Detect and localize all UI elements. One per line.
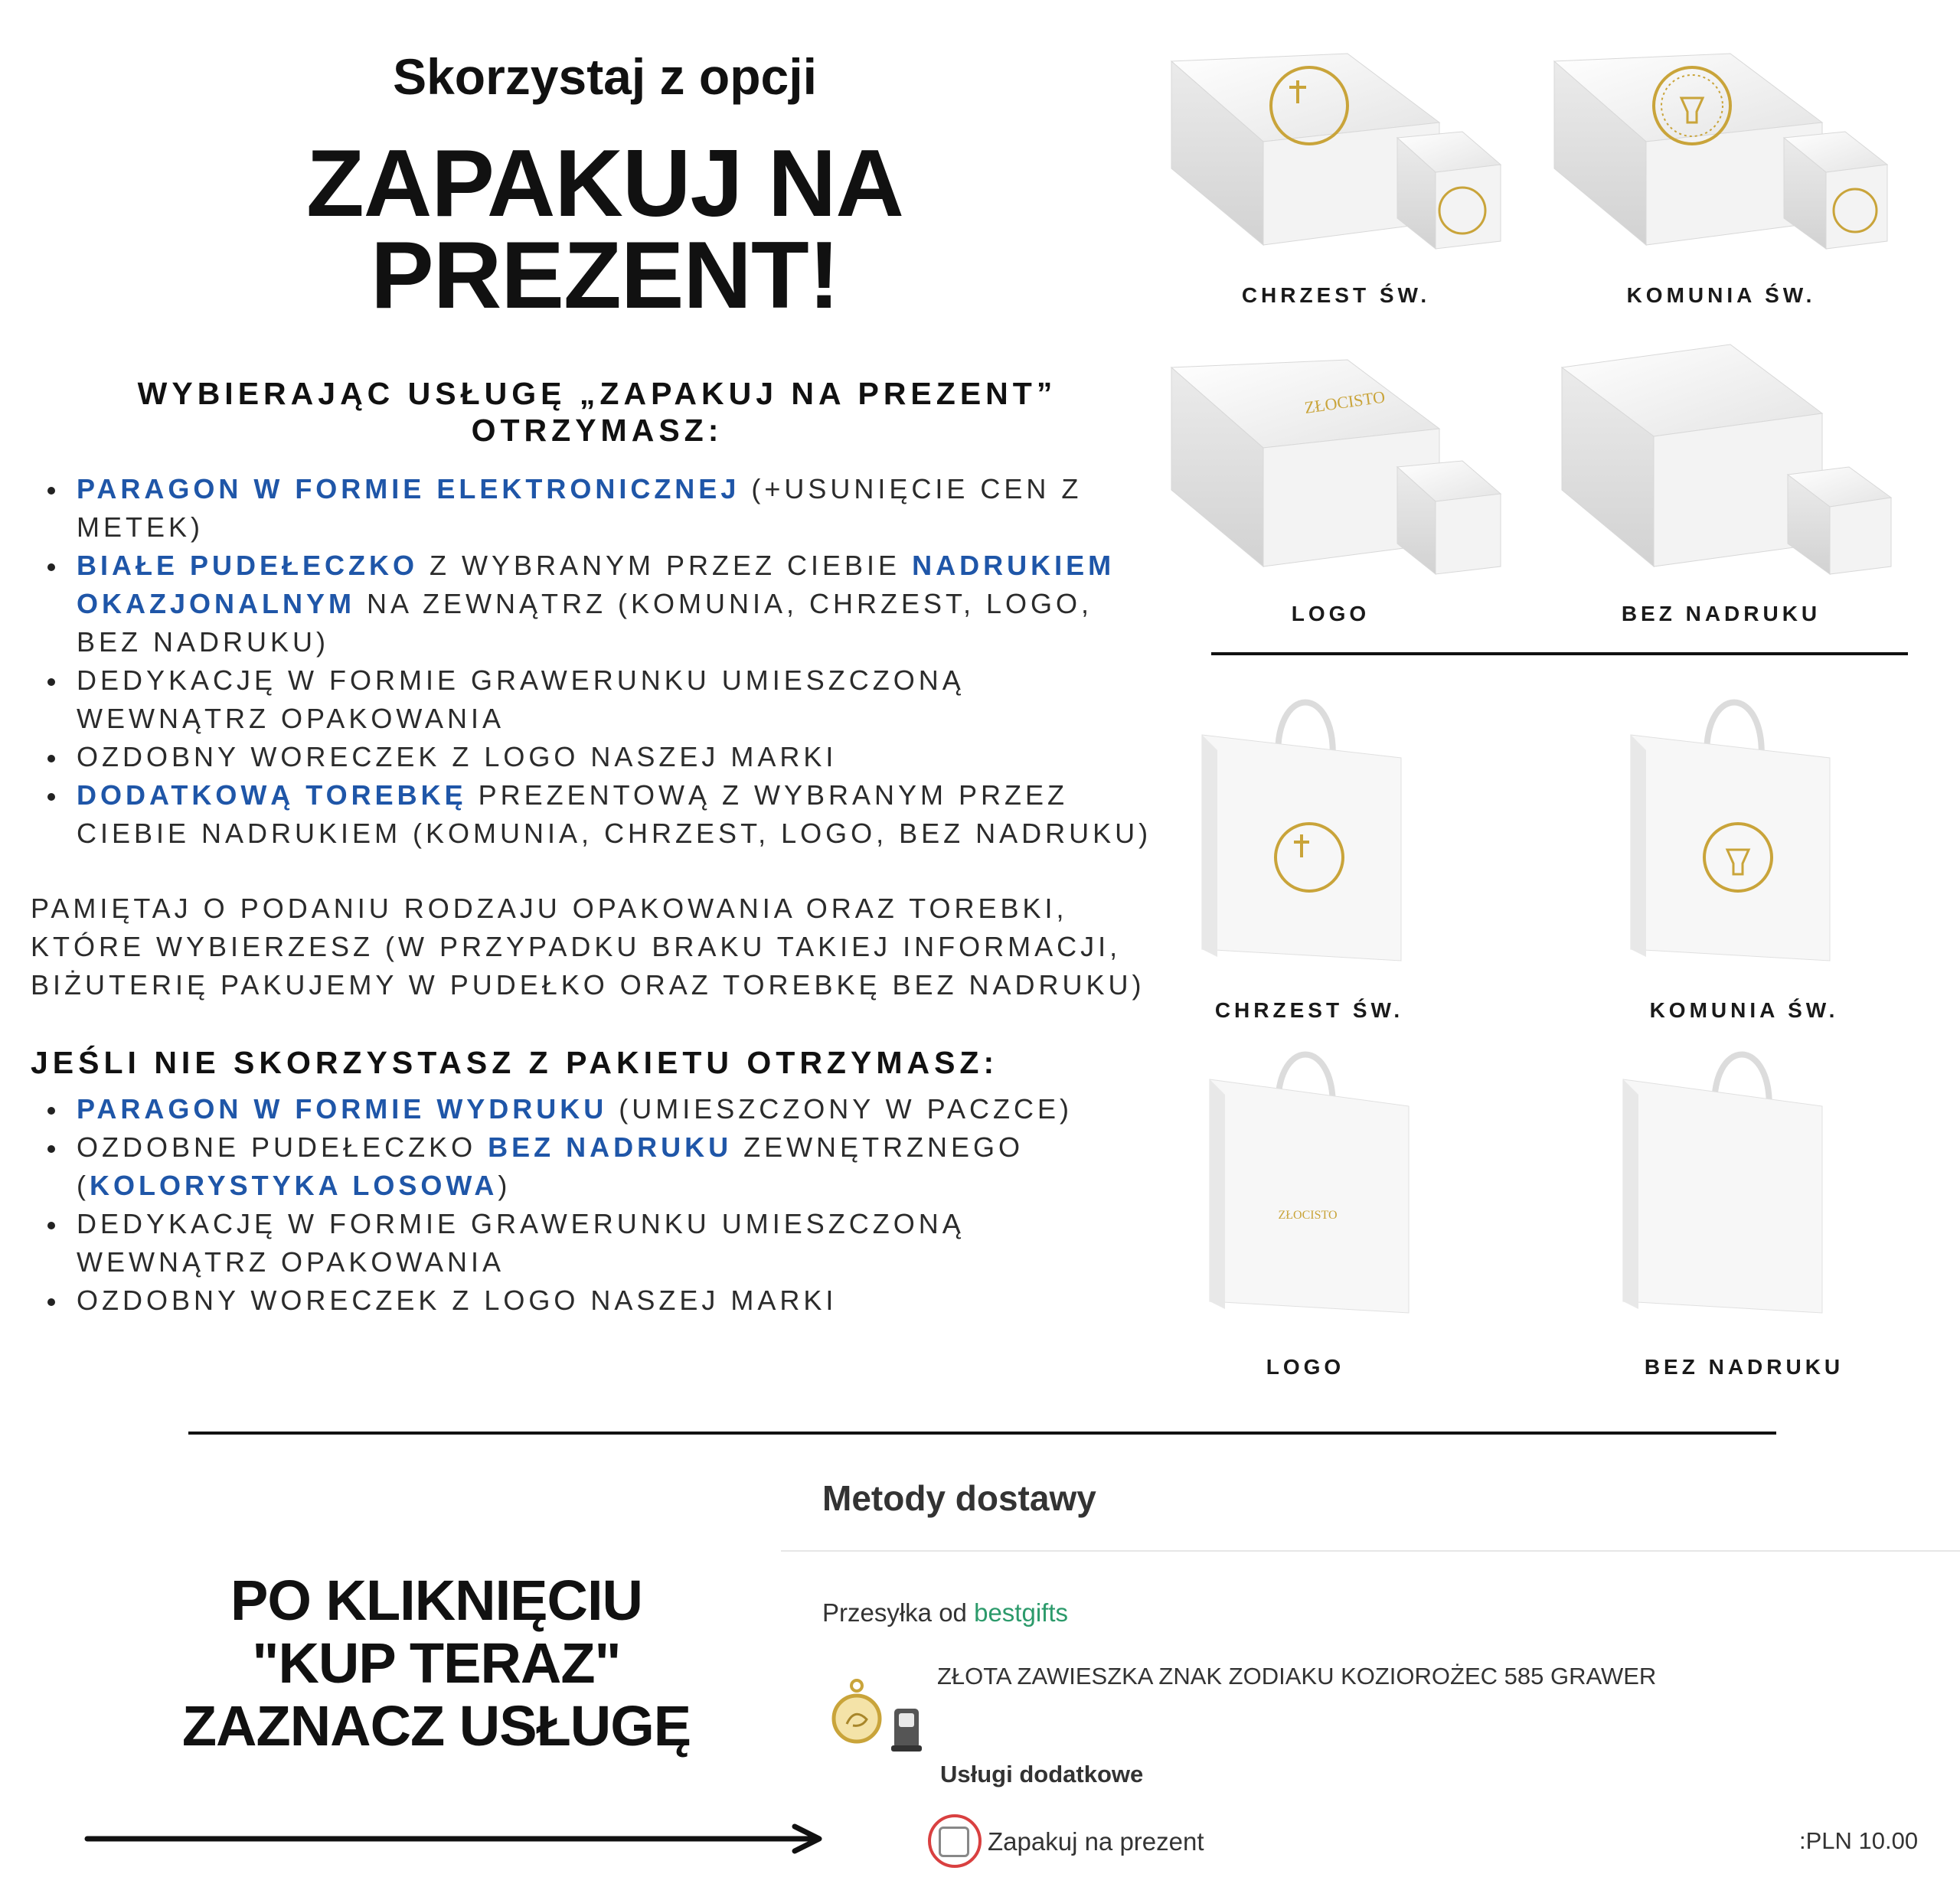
seller-link[interactable]: bestgifts [974, 1598, 1068, 1627]
instruction-title [153, 1569, 720, 1758]
gift-boxes-gallery [1164, 38, 1960, 620]
product-name: ZŁOTA ZAWIESZKA ZNAK ZODIAKU KOZIOROŻEC 585 GRAWER [937, 1663, 1657, 1689]
list-item: DEDYKACJĘ W FORMIE GRAWERUNKU UMIESZCZONĄ WEWNĄTRZ OPAKOWANIA [31, 661, 1164, 738]
box-caption-logo: LOGO [1291, 602, 1370, 625]
promo-title-line2: PREZENT! [371, 223, 839, 328]
list-item: OZDOBNY WORECZEK Z LOGO NASZEJ MARKI [31, 738, 1164, 776]
box-logo-wordmark: ZŁOCISTO [1303, 387, 1387, 417]
promo-subtitle: Skorzystaj z opcji [393, 48, 817, 105]
instruction-line3: ZAZNACZ USŁUGĘ [181, 1694, 691, 1758]
delivery-methods-title: Metody dostawy [822, 1478, 1096, 1518]
bag-caption-chrzest: CHRZEST ŚW. [1214, 998, 1404, 1022]
instruction-line1: PO KLIKNIĘCIU [230, 1569, 642, 1632]
without-service-list [31, 1090, 1164, 1320]
shipment-from: Przesyłka od bestgifts [822, 1598, 1068, 1627]
bag-logo [1210, 1055, 1409, 1314]
box-plain [1562, 344, 1891, 574]
arrow-right-icon [84, 1823, 835, 1854]
box-caption-chrzest: CHRZEST ŚW. [1241, 283, 1431, 307]
box-komunia [1554, 54, 1887, 249]
list-item: PARAGON W FORMIE ELEKTRONICZNEJ (+USUNIĘCIE CEN Z METEK) [31, 470, 1164, 547]
list-item: DODATKOWĄ TOREBKĘ PREZENTOWĄ Z WYBRANYM PRZEZ CIEBIE NADRUKIEM (KOMUNIA, CHRZEST, LOGO, BEZ NADRUKU) [31, 776, 1164, 853]
bag-logo-wordmark: ZŁOCISTO [1278, 1209, 1338, 1222]
box-caption-komunia: KOMUNIA ŚW. [1626, 283, 1816, 307]
with-service-heading [46, 375, 1148, 449]
with-service-heading-line1: WYBIERAJĄC USŁUGĘ „ZAPAKUJ NA PREZENT” [137, 376, 1057, 411]
bag-plain [1623, 1055, 1822, 1314]
box-logo [1171, 360, 1501, 574]
gallery-divider [1211, 652, 1908, 655]
box-caption-plain: BEZ NADRUKU [1621, 602, 1821, 625]
remember-note: PAMIĘTAJ O PODANIU RODZAJU OPAKOWANIA ORAZ TOREBKI, KTÓRE WYBIERZESZ (W PRZYPADKU BRAKU TAKIEJ INFORMACJI, BIŻUTERIĘ PAKUJEMY W PUDEŁKO ORAZ TOREBKĘ BEZ NADRUKU) [31, 893, 1145, 1001]
list-item: OZDOBNY WORECZEK Z LOGO NASZEJ MARKI [31, 1281, 1164, 1320]
gift-wrap-checkbox[interactable] [939, 1827, 969, 1857]
bag-komunia [1631, 703, 1830, 961]
section-divider [188, 1432, 1776, 1435]
list-item: PARAGON W FORMIE WYDRUKU (UMIESZCZONY W PACZCE) [31, 1090, 1164, 1128]
promo-title-line1: ZAPAKUJ NA [306, 131, 903, 237]
bag-caption-logo: LOGO [1266, 1355, 1345, 1379]
gift-wrap-price: :PLN 10.00 [1799, 1827, 1919, 1854]
list-item: BIAŁE PUDEŁECZKO Z WYBRANYM PRZEZ CIEBIE NADRUKIEM OKAZJONALNYM NA ZEWNĄTRZ (KOMUNIA, CHRZEST, LOGO, BEZ NADRUKU) [31, 547, 1164, 661]
bag-caption-plain: BEZ NADRUKU [1644, 1355, 1844, 1379]
checkout-divider [781, 1550, 1960, 1552]
instruction-line2: "KUP TERAZ" [252, 1631, 621, 1695]
bag-chrzest [1202, 703, 1401, 961]
with-service-heading-line2: OTRZYMASZ: [471, 413, 724, 448]
without-service-heading: JEŚLI NIE SKORZYSTASZ Z PAKIETU OTRZYMASZ: [31, 1045, 999, 1080]
box-chrzest [1171, 54, 1501, 249]
promo-title [176, 131, 1034, 328]
additional-services-heading: Usługi dodatkowe [940, 1761, 1144, 1787]
bag-caption-komunia: KOMUNIA ŚW. [1649, 998, 1839, 1022]
list-item: DEDYKACJĘ W FORMIE GRAWERUNKU UMIESZCZONĄ WEWNĄTRZ OPAKOWANIA [31, 1205, 1164, 1281]
gift-wrap-label[interactable]: Zapakuj na prezent [988, 1827, 1204, 1856]
product-thumbnail [830, 1676, 929, 1761]
list-item: OZDOBNE PUDEŁECZKO BEZ NADRUKU ZEWNĘTRZNEGO (KOLORYSTYKA LOSOWA) [31, 1128, 1164, 1205]
with-service-list [31, 470, 1164, 853]
